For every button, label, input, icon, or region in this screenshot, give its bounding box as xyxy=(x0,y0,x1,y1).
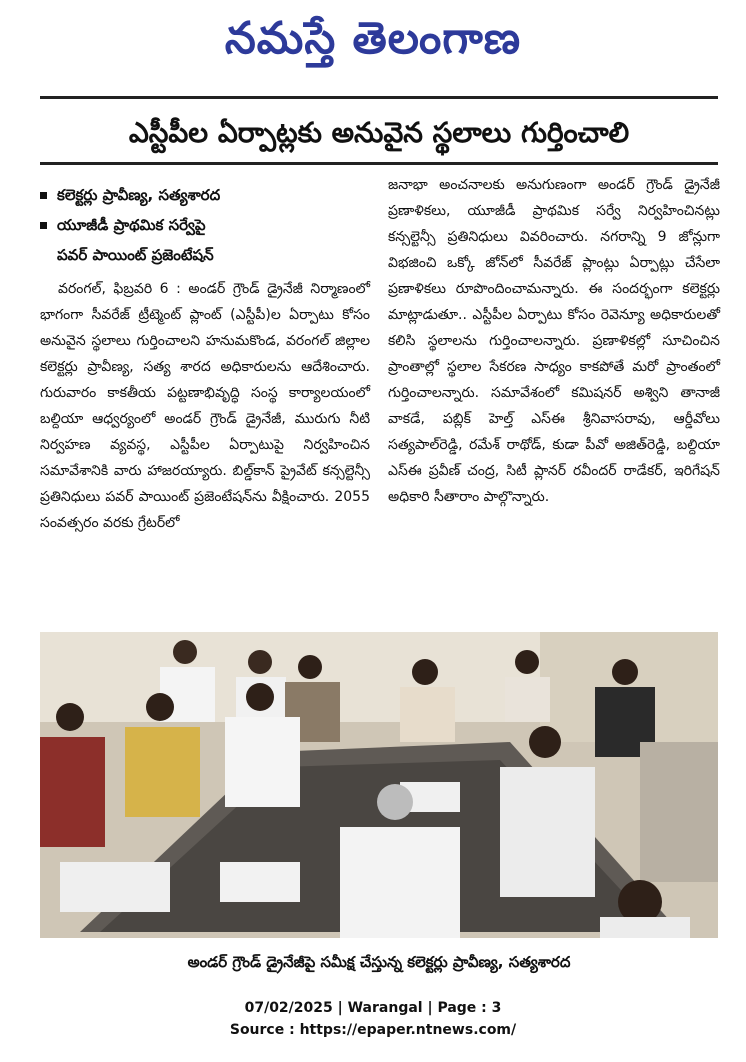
article-column-left xyxy=(40,180,370,536)
footer-meta: 07/02/2025 | Warangal | Page : 3 xyxy=(244,1000,502,1016)
bullet-text: యూజీడీ ప్రాథమిక సర్వేపై xyxy=(57,216,206,234)
footer-source: Source : https://epaper.ntnews.com/ xyxy=(229,1022,517,1038)
bullet-point xyxy=(40,180,370,210)
photo-caption: అండర్ గ్రౌండ్ డ్రైనేజీపై సమీక్ష చేస్తున్న కలెక్టర్లు ప్రావీణ్య, సత్యశారద xyxy=(187,953,571,971)
article-body-left: వరంగల్, ఫిబ్రవరి 6 : అండర్ గ్రౌండ్ డ్రైనేజీ నిర్మాణంలో భాగంగా సీవరేజ్ ట్రీట్మెంట్ ప్లాంట్ (ఎస్టీపీ)ల ఏర్పాటు కోసం అనువైన స్థలాలు గుర్తించాలని హనుమకొండ, వరంగల్ జిల్లాల కలెక్టర్లు ప్రావీణ్య, సత్య శారద అధికారులను ఆదేశించారు. గురువారం కాకతీయ పట్టణాభివృద్ధి సంస్థ కార్యాలయంలో బల్దియా ఆధ్వర్యంలో అండర్ గ్రౌండ్ డ్రైనేజీ, మురుగు నీటి నిర్వహణ వ్యవస్థ, ఎస్టీపీల ఏర్పాటుపై నిర్వహించిన సమావేశానికి వారు హాజరయ్యారు. బిల్డ్‌కాన్ ప్రైవేట్ కన్సల్టెన్సీ ప్రతినిధులు పవర్ పాయింట్ ప్రజెంటేషన్‌ను వీక్షించారు. 2055 సంవత్సరం వరకు గ్రేటర్‌లో xyxy=(40,281,370,531)
meeting-photo-illustration xyxy=(40,632,718,938)
meeting-photo xyxy=(40,632,718,938)
masthead xyxy=(0,4,746,74)
square-bullet-icon xyxy=(40,192,47,199)
bullet-text-continued: పవర్ పాయింట్ ప్రజెంటేషన్ xyxy=(57,246,214,264)
headline: ఎస్టీపీల ఏర్పాట్లకు అనువైన స్థలాలు గుర్తించాలి xyxy=(128,116,630,149)
bullet-text: కలెక్టర్లు ప్రావీణ్య, సత్యశారద xyxy=(57,186,221,204)
article-body-right: జనాభా అంచనాలకు అనుగుణంగా అండర్ గ్రౌండ్ డ్రైనేజీ ప్రణాళికలు, యూజీడీ ప్రాథమిక సర్వే నిర్వహించినట్లు కన్సల్టెన్సీ ప్రతినిధులు వివరించారు. నగరాన్ని 9 జోన్లుగా విభజించి ఒక్కో జోన్‌లో సీవరేజ్ ప్లాంట్లు ఏర్పాట్లు చేసేలా ప్రణాళికలు రూపొందించామన్నారు. ఈ సందర్భంగా కలెక్టర్లు మాట్లాడుతూ.. ఎస్టీపీల ఏర్పాటు కోసం రెవెన్యూ అధికారులతో కలిసి స్థలాలను గుర్తించాలన్నారు. ప్రణాళికల్లో సూచించిన ప్రాంతాల్లో స్థలాల సేకరణ సాధ్యం కాకపోతే మరో ప్రాంతంలో గుర్తించాలన్నారు. సమావేశంలో కమిషనర్ అశ్విని తానాజీ వాకడే, పబ్లిక్ హెల్త్ ఎస్ఈ శ్రీనివాసరావు, ఆర్డీవోలు సత్యపాల్‌రెడ్డి, రమేశ్ రాథోడ్, కుడా పీవో అజిత్‌రెడ్డి, బల్దియా ఎస్ఈ ప్రవీణ్ చంద్ర, సిటీ ప్లానర్ రవీందర్ రాడేకర్, ఇరిగేషన్ అధికారి సీతారాం పాల్గొన్నారు. xyxy=(388,177,720,505)
bullet-point xyxy=(40,210,370,240)
masthead-logo: నమస్తే తెలంగాణ xyxy=(224,13,522,64)
headline-bottom-rule xyxy=(40,162,718,165)
square-bullet-icon xyxy=(40,222,47,229)
article-column-right xyxy=(388,172,720,510)
headline-top-rule xyxy=(40,96,718,99)
